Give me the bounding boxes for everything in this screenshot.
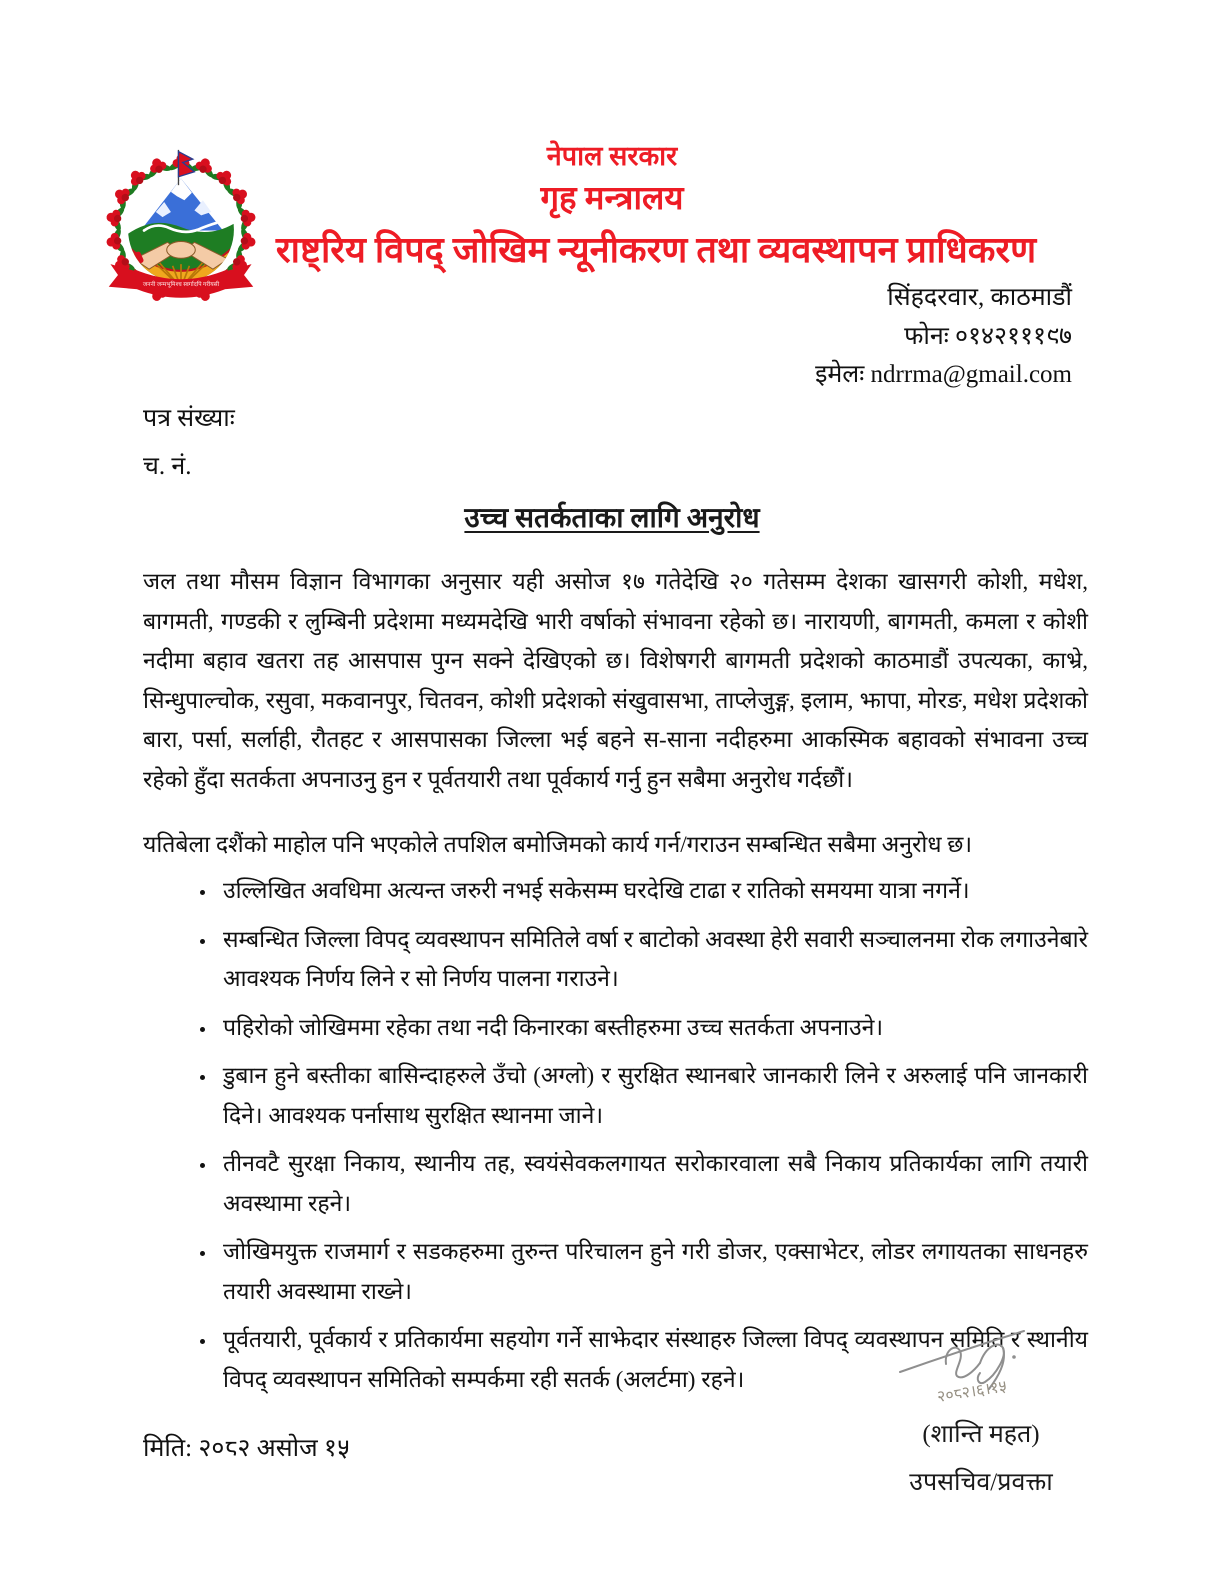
list-item: • सम्बन्धित जिल्ला विपद् व्यवस्थापन समितिले वर्षा र बाटोको अवस्था हेरी सवारी सञ्चालनमा रोक लगाउनेबारे आवश्यक निर्णय लिने र सो निर्णय पालना गराउने। — [217, 920, 1088, 999]
emblem-motto-text: जननी जन्मभूमिश्च स्वर्गादपि गरीयसी — [142, 281, 220, 288]
reference-block — [143, 400, 1224, 482]
list-item: • जोखिमयुक्त राजमार्ग र सडकहरुमा तुरुन्त परिचालन हुने गरी डोजर, एक्साभेटर, लोडर लगायतका साधनहरु तयारी अवस्थामा राख्ने। — [217, 1232, 1088, 1311]
signatory-name: (शान्ति महत) — [922, 1421, 1040, 1448]
letter-body — [143, 562, 1088, 1399]
handwritten-signature-icon — [886, 1318, 1076, 1410]
list-item: • तीनवटै सुरक्षा निकाय, स्थानीय तह, स्वयंसेवकलगायत सरोकारवाला सबै निकाय प्रतिकार्यका लागि तयारी अवस्थामा रहने। — [217, 1144, 1088, 1223]
office-address: सिंहदरवार, काठमाडौं — [887, 284, 1072, 312]
office-email-line — [0, 356, 1072, 394]
signature-date-note: २०८२।६।१५ — [935, 1378, 1009, 1406]
dispatch-number-label: च. नं. — [143, 453, 192, 481]
office-phone: फोनः ०१४२१११९७ — [904, 322, 1072, 350]
letter-number-label: पत्र संख्याः — [143, 405, 235, 433]
government-name: नेपाल सरकार — [546, 141, 678, 171]
list-item: • पूर्वतयारी, पूर्वकार्य र प्रतिकार्यमा सहयोग गर्ने साझेदार संस्थाहरु जिल्ला विपद् व्यवस्थापन समिति र स्थानीय विपद् व्यवस्थापन समितिको सम्पर्कमा रही सतर्क (अलर्टमा) रहने। — [217, 1320, 1088, 1399]
letter-date: मिति: २०८२ असोज १५ — [143, 1434, 350, 1462]
list-item: • डुबान हुने बस्तीका बासिन्दाहरुले उँचो (अग्लो) र सुरक्षित स्थानबारे जानकारी लिने र अरुलाई पनि जानकारी दिने। आवश्यक पर्नासाथ सुरक्षित स्थानमा जाने। — [217, 1056, 1088, 1135]
signatory-title: उपसचिव/प्रवक्ता — [909, 1469, 1053, 1496]
paragraph-weather-warning: जल तथा मौसम विज्ञान विभागका अनुसार यही असोज १७ गतेदेखि २० गतेसम्म देशका खासगरी कोशी, मधेश, बागमती, गण्डकी र लुम्बिनी प्रदेशमा मध्यमदेखि भारी वर्षाको संभावना रहेको छ। नारायणी, बागमती, कमला र कोशी नदीमा बहाव खतरा तह आसपास पुग्न सक्ने देखिएको छ। विशेषगरी बागमती प्रदेशको काठमाडौं उपत्यका, काभ्रे, सिन्धुपाल्चोक, रसुवा, मकवानपुर, चितवन, कोशी प्रदेशको संखुवासभा, ताप्लेजुङ्ग, इलाम, झापा, मोरङ, मधेश प्रदेशको बारा, पर्सा, सर्लाही, रौतहट र आसपासका जिल्ला भई बहने स-साना नदीहरुमा आकस्मिक बहावको संभावना उच्च रहेको हुँदा सतर्कता अपनाउनु हुन र पूर्वतयारी तथा पूर्वकार्य गर्नु हुन सबैमा अनुरोध गर्दछौं। — [143, 569, 1088, 792]
email-address: ndrrma@gmail.com — [870, 360, 1072, 388]
nepal-government-emblem-icon — [97, 148, 265, 308]
list-item: • पहिरोको जोखिममा रहेका तथा नदी किनारका बस्तीहरुमा उच्च सतर्कता अपनाउने। — [217, 1008, 1088, 1048]
ministry-name: गृह मन्त्रालय — [540, 181, 684, 218]
email-label: इमेलः — [815, 360, 865, 388]
signature-block — [856, 1318, 1106, 1498]
paragraph-dashain-request: यतिबेला दशैंको माहोल पनि भएकोले तपशिल बमोजिमको कार्य गर्न/गराउन सम्बन्धित सबैमा अनुरोध छ। — [143, 832, 973, 858]
list-item: • उल्लिखित अवधिमा अत्यन्त जरुरी नभई सकेसम्म घरदेखि टाढा र रातिको समयमा यात्रा नगर्ने। — [217, 871, 1088, 911]
subject-heading: उच्च सतर्कताका लागि अनुरोध — [464, 503, 760, 535]
authority-name: राष्ट्रिय विपद् जोखिम न्यूनीकरण तथा व्यवस्थापन प्राधिकरण — [275, 229, 1037, 270]
